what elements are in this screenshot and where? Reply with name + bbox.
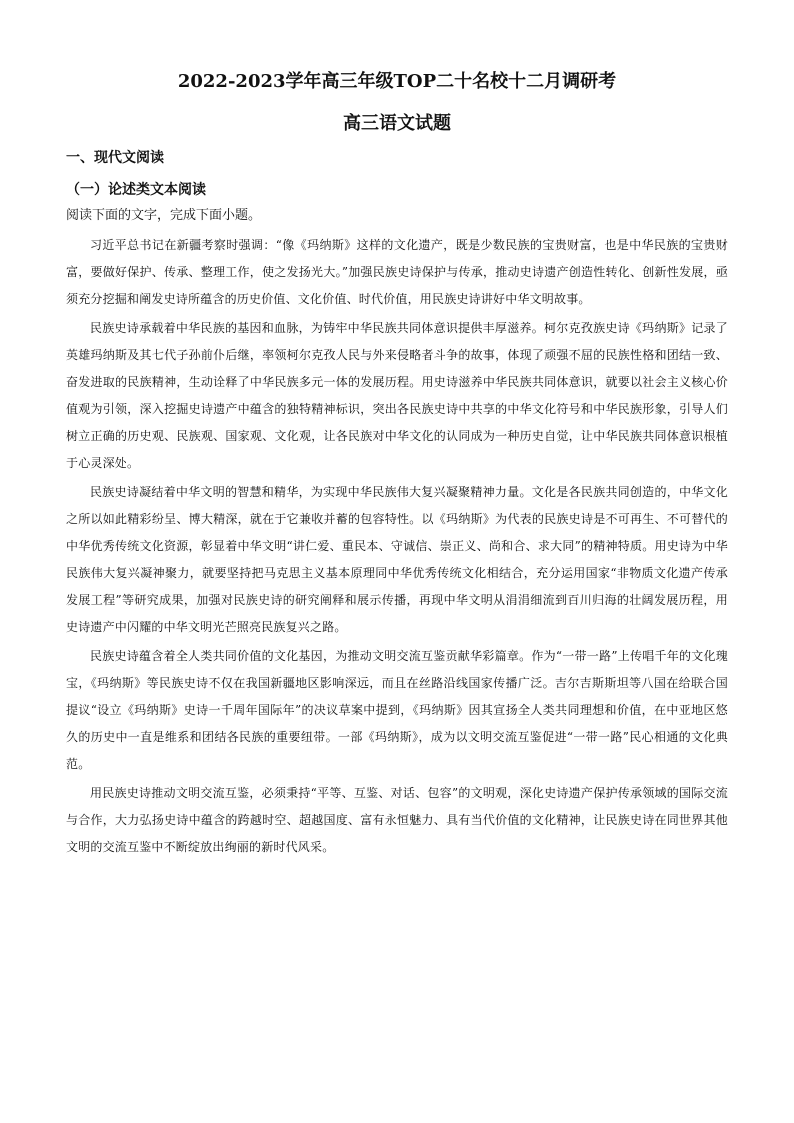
passage-paragraph-1: 习近平总书记在新疆考察时强调：“像《玛纳斯》这样的文化遗产，既是少数民族的宝贵财富，也是中华民族的宝贵财富，要做好保护、传承、整理工作，使之发扬光大。”加强民族史诗保护与传承，推动史诗遗产创造性转化、创新性发展，亟须充分挖掘和阐发史诗所蕴含的历史价值、文化价值、时代价值，用民族史诗讲好中华文明故事。 — [66, 238, 728, 306]
reading-instruction: 阅读下面的文字，完成下面小题。 — [66, 208, 262, 223]
passage-paragraph-4: 民族史诗蕴含着全人类共同价值的文化基因，为推动文明交流互鉴贡献华彩篇章。作为“一带一路”上传唱千年的文化瑰宝，《玛纳斯》等民族史诗不仅在我国新疆地区影响深远，而且在丝路沿线国家传播广泛。吉尔吉斯斯坦等八国在给联合国提议“设立《玛纳斯》史诗一千周年国际年”的决议草案中提到，《玛纳斯》因其宣扬全人类共同理想和价值，在中亚地区悠久的历史中一直是维系和团结各民族的重要纽带。一部《玛纳斯》，成为以文明交流互鉴促进“一带一路”民心相通的文化典范。 — [66, 649, 728, 771]
passage-paragraph-2: 民族史诗承载着中华民族的基因和血脉，为铸牢中华民族共同体意识提供丰厚滋养。柯尔克孜族史诗《玛纳斯》记录了英雄玛纳斯及其七代子孙前仆后继，率领柯尔克孜人民与外来侵略者斗争的故事，体现了顽强不屈的民族性格和团结一致、奋发进取的民族精神，生动诠释了中华民族多元一体的发展历程。用史诗滋养中华民族共同体意识，就要以社会主义核心价值观为引领，深入挖掘史诗遗产中蕴含的独特精神标识，突出各民族史诗中共享的中华文化符号和中华民族形象，引导人们树立正确的历史观、民族观、国家观、文化观，让各民族对中华文化的认同成为一种历史自觉，让中华民族共同体意识根植于心灵深处。 — [66, 321, 728, 470]
exam-title: 2022-2023学年高三年级TOP二十名校十二月调研考 — [177, 71, 617, 92]
sub-heading: （一）论述类文本阅读 — [66, 182, 206, 198]
passage-paragraph-5: 用民族史诗推动文明交流互鉴，必须秉持“平等、互鉴、对话、包容”的文明观，深化史诗遗产保护传承领域的国际交流与合作，大力弘扬史诗中蕴含的跨越时空、超越国度、富有永恒魅力、具有当代价值的文化精神，让民族史诗在同世界其他文明的交流互鉴中不断绽放出绚丽的新时代风采。 — [66, 786, 728, 854]
passage-paragraph-3: 民族史诗凝结着中华文明的智慧和精华，为实现中华民族伟大复兴凝聚精神力量。文化是各民族共同创造的，中华文化之所以如此精彩纷呈、博大精深，就在于它兼收并蓄的包容特性。以《玛纳斯》为代表的民族史诗是不可再生、不可替代的中华优秀传统文化资源，彰显着中华文明“讲仁爱、重民本、守诚信、崇正义、尚和合、求大同”的精神特质。用史诗为中华民族伟大复兴凝神聚力，就要坚持把马克思主义基本原理同中华优秀传统文化相结合，充分运用国家“非物质文化遗产传承发展工程”等研究成果，加强对民族史诗的研究阐释和展示传播，再现中华文明从涓涓细流到百川归海的壮阔发展历程，用史诗遗产中闪耀的中华文明光芒照亮民族复兴之路。 — [66, 485, 728, 634]
exam-subtitle: 高三语文试题 — [343, 113, 451, 134]
section-heading: 一、现代文阅读 — [66, 150, 164, 166]
